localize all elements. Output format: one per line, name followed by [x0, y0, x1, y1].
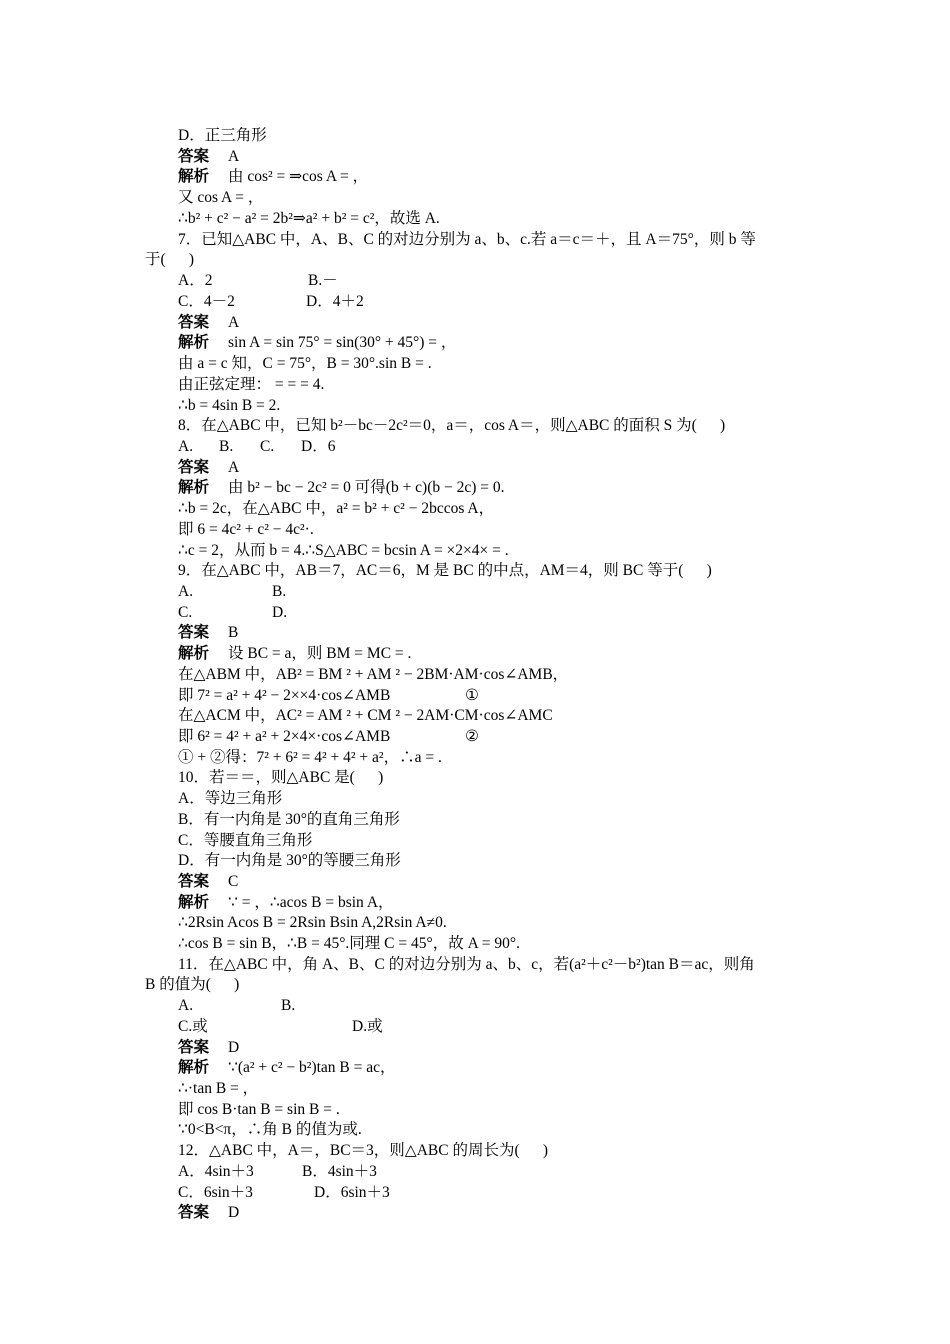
line-text: C.	[260, 438, 275, 455]
line-text: C．6sin＋3	[178, 1184, 253, 1201]
line-text: B.	[281, 997, 296, 1014]
line-text: ∴b = 2c，在△ABC 中，a² = b² + c² − 2bccos A，	[178, 500, 495, 517]
text-line	[0, 913, 950, 933]
line-text: ∵(a² + c² − b²)tan B = ac，	[228, 1059, 396, 1076]
line-text: A．2	[178, 272, 213, 289]
line-text: 即 cos B·tan B = sin B = .	[178, 1101, 340, 1118]
line-text: 10．若＝＝，则△ABC 是( )	[178, 769, 384, 786]
line-text: 7．已知△ABC 中，A、B、C 的对边分别为 a、b、c.若 a＝c＝＋，且 A＝75°，则 b 等	[178, 231, 756, 248]
text-line	[0, 250, 950, 270]
line-text: 由正弦定理： = = = 4.	[178, 376, 325, 393]
line-text: A	[228, 314, 240, 331]
line-text: A	[228, 459, 240, 476]
text-line	[0, 582, 950, 602]
text-line	[0, 478, 950, 498]
text-line	[0, 396, 950, 416]
text-line	[0, 934, 950, 954]
text-line	[0, 333, 950, 353]
text-line	[0, 1162, 950, 1182]
label-text: 解析	[178, 1059, 210, 1076]
text-line	[0, 541, 950, 561]
text-line	[0, 1017, 950, 1037]
line-text: D.或	[352, 1018, 383, 1035]
line-text: D	[228, 1039, 240, 1056]
text-line	[0, 893, 950, 913]
text-line	[0, 561, 950, 581]
line-text: B.－	[308, 272, 338, 289]
line-text: 即 6 = 4c² + c² − 4c²·.	[178, 521, 314, 538]
label-text: 解析	[178, 334, 210, 351]
text-line	[0, 789, 950, 809]
line-text: 9．在△ABC 中，AB＝7，AC＝6，M 是 BC 的中点，AM＝4，则 BC 等于( )	[178, 562, 712, 579]
line-text: A．等边三角形	[178, 790, 283, 807]
text-line	[0, 706, 950, 726]
line-text: D．正三角形	[178, 127, 267, 144]
text-line	[0, 271, 950, 291]
label-text: 答案	[178, 624, 210, 641]
line-text: sin A = sin 75° = sin(30° + 45°) = ，	[228, 334, 457, 351]
text-line	[0, 188, 950, 208]
label-text: 答案	[178, 873, 210, 890]
line-text: D	[228, 1204, 240, 1221]
text-line	[0, 1120, 950, 1140]
line-text: ∴b² + c² − a² = 2b²⇒a² + b² = c²，故选 A.	[178, 210, 440, 227]
line-text: ∵0<B<π，∴角 B 的值为或.	[178, 1121, 362, 1138]
text-line	[0, 167, 950, 187]
text-line	[0, 686, 950, 706]
text-line	[0, 768, 950, 788]
line-text: 12．△ABC 中，A＝，BC＝3，则△ABC 的周长为( )	[178, 1142, 549, 1159]
label-text: 解析	[178, 894, 210, 911]
text-line	[0, 520, 950, 540]
text-line	[0, 996, 950, 1016]
line-text: 即 7² = a² + 4² − 2××4·cos∠AMB	[178, 687, 391, 704]
line-text: 8．在△ABC 中，已知 b²－bc－2c²＝0，a＝，cos A＝，则△ABC 的面积 S 为( )	[178, 417, 726, 434]
text-line	[0, 665, 950, 685]
text-line	[0, 126, 950, 146]
line-text: C．等腰直角三角形	[178, 832, 313, 849]
text-line	[0, 831, 950, 851]
label-text: 答案	[178, 1204, 210, 1221]
text-line	[0, 810, 950, 830]
text-line	[0, 416, 950, 436]
text-line	[0, 1079, 950, 1099]
text-line	[0, 437, 950, 457]
line-text: C.	[178, 604, 193, 621]
text-line	[0, 851, 950, 871]
label-text: 解析	[178, 479, 210, 496]
text-line	[0, 499, 950, 519]
line-text: ∴c = 2，从而 b = 4.∴S△ABC = bcsin A = ×2×4× = .	[178, 542, 509, 559]
text-line	[0, 375, 950, 395]
line-text: C	[228, 873, 239, 890]
text-line	[0, 603, 950, 623]
line-text: B.	[219, 438, 234, 455]
label-text: 解析	[178, 168, 210, 185]
line-text: ∵ = ，∴acos B = bsin A，	[228, 894, 394, 911]
text-line	[0, 354, 950, 374]
label-text: 解析	[178, 645, 210, 662]
line-text: ①	[465, 687, 479, 704]
text-line	[0, 458, 950, 478]
text-line	[0, 1058, 950, 1078]
text-line	[0, 623, 950, 643]
line-text: 11．在△ABC 中，角 A、B、C 的对边分别为 a、b、c，若(a²＋c²－b²)tan B＝ac，则角	[178, 956, 755, 973]
line-text: B	[228, 624, 239, 641]
label-text: 答案	[178, 314, 210, 331]
line-text: 由 b² − bc − 2c² = 0 可得(b + c)(b − 2c) = 0.	[228, 479, 505, 496]
line-text: ① + ②得：7² + 6² = 4² + 4² + a²，∴a = .	[178, 749, 442, 766]
line-text: ∴b = 4sin B = 2.	[178, 397, 281, 414]
text-line	[0, 313, 950, 333]
line-text: ②	[465, 728, 479, 745]
text-line	[0, 230, 950, 250]
text-line	[0, 1183, 950, 1203]
line-text: B 的值为( )	[145, 976, 240, 993]
line-text: 于( )	[145, 251, 195, 268]
line-text: ∴2Rsin Acos B = 2Rsin Bsin A,2Rsin A≠0.	[178, 914, 447, 931]
line-text: A.	[178, 997, 194, 1014]
text-line	[0, 1100, 950, 1120]
text-line	[0, 1203, 950, 1223]
line-text: ∴cos B = sin B，∴B = 45°.同理 C = 45°，故 A = 90°.	[178, 935, 520, 952]
text-line	[0, 1038, 950, 1058]
text-line	[0, 955, 950, 975]
line-text: 由 cos² = ⇒cos A = ，	[228, 168, 369, 185]
line-text: 在△ACM 中，AC² = AM ² + CM ² − 2AM·CM·cos∠AMC	[178, 707, 553, 724]
text-line	[0, 727, 950, 747]
line-text: D．4＋2	[306, 293, 364, 310]
line-text: A．4sin＋3	[178, 1163, 254, 1180]
line-text: A.	[178, 438, 194, 455]
line-text: B.	[272, 583, 287, 600]
line-text: 设 BC = a，则 BM = MC = .	[228, 645, 412, 662]
text-line	[0, 1141, 950, 1161]
line-text: A.	[178, 583, 194, 600]
label-text: 答案	[178, 148, 210, 165]
line-text: B．有一内角是 30°的直角三角形	[178, 811, 400, 828]
line-text: D．有一内角是 30°的等腰三角形	[178, 852, 401, 869]
line-text: 即 6² = 4² + a² + 2×4×·cos∠AMB	[178, 728, 391, 745]
line-text: B．4sin＋3	[302, 1163, 377, 1180]
text-line	[0, 644, 950, 664]
line-text: D.	[272, 604, 288, 621]
label-text: 答案	[178, 1039, 210, 1056]
line-text: 在△ABM 中，AB² = BM ² + AM ² − 2BM·AM·cos∠AMB，	[178, 666, 569, 683]
line-text: D．6sin＋3	[314, 1184, 390, 1201]
line-text: D．6	[301, 438, 336, 455]
text-line	[0, 748, 950, 768]
text-line	[0, 147, 950, 167]
line-text: C．4－2	[178, 293, 235, 310]
line-text: 由 a = c 知，C = 75°，B = 30°.sin B = .	[178, 355, 432, 372]
text-line	[0, 872, 950, 892]
line-text: C.或	[178, 1018, 208, 1035]
text-line	[0, 209, 950, 229]
line-text: 又 cos A = ，	[178, 189, 264, 206]
text-line	[0, 975, 950, 995]
text-line	[0, 292, 950, 312]
label-text: 答案	[178, 459, 210, 476]
line-text: A	[228, 148, 240, 165]
line-text: ∴·tan B = ，	[178, 1080, 259, 1097]
